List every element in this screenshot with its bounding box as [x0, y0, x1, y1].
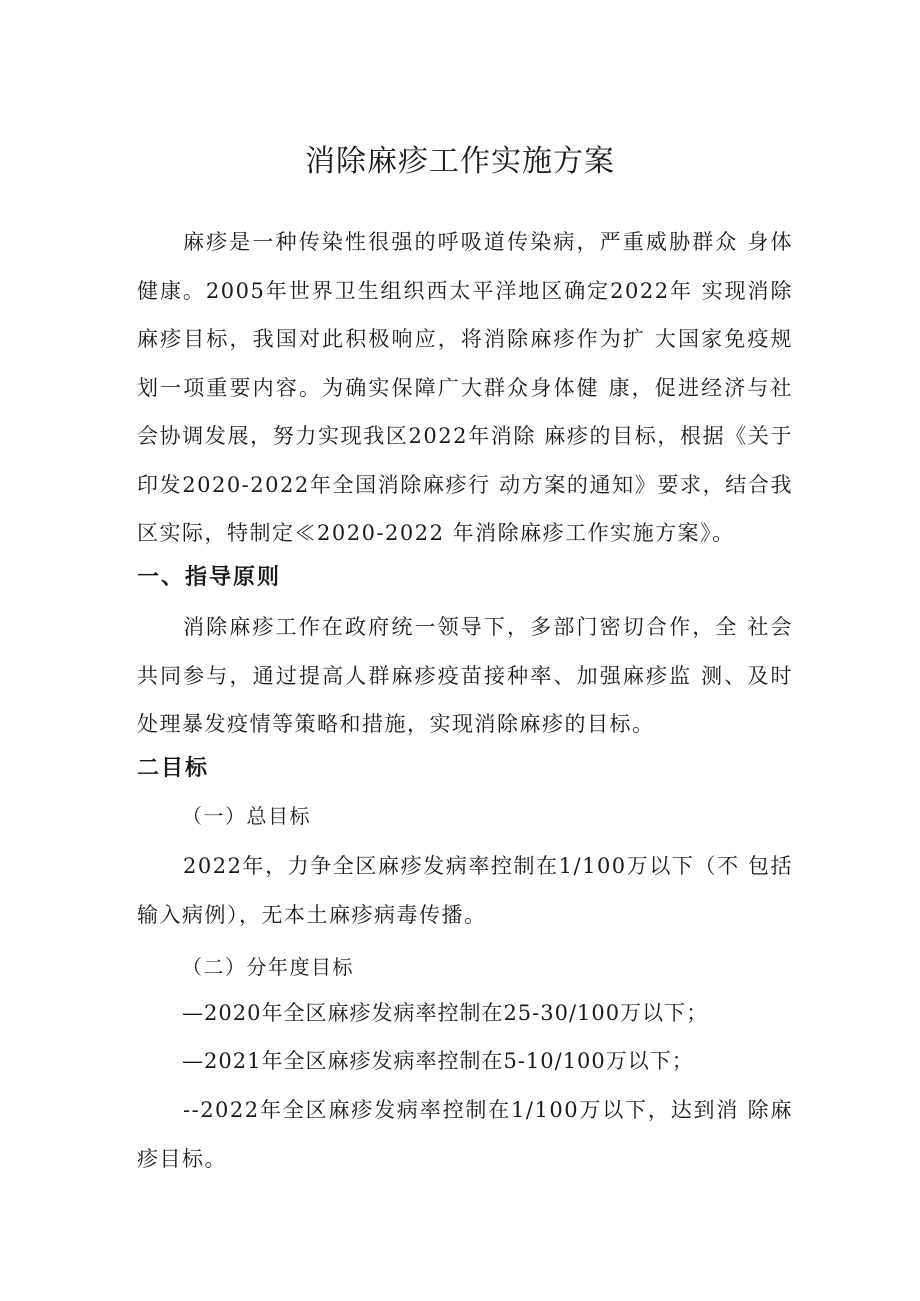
document-title: 消除麻疹工作实施方案: [305, 144, 615, 179]
section-heading-guiding-principles: 一、指导原则: [137, 565, 282, 590]
guiding-principles-paragraph: 消除麻疹工作在政府统一领导下，多部门密切合作，全 社会共同参与，通过提高人群麻疹疫苗接种率、加强麻疹监 测、及时处理暴发疫情等策略和措施，实现消除麻疹的目标。: [137, 615, 793, 736]
subheading-annual-goals: （二）分年度目标: [182, 955, 354, 979]
section-heading-goals: 二目标: [137, 756, 210, 781]
annual-goal-2022: --2022年全区麻疹发病率控制在1/100万以下，达到消 除麻疹目标。: [137, 1098, 793, 1171]
intro-paragraph: 麻疹是一种传染性很强的呼吸道传染病，严重威胁群众 身体健康。2005年世界卫生组织西太平洋地区确定2022年 实现消除麻疹目标，我国对此积极响应，将消除麻疹作为扩 大国家免疫规划一项重要内容。为确实保障广大群众身体健 康，促进经济与社会协调发展，努力实现我区2022年消除 麻疹的目标，根据《关于印发2020-2022年全国消除麻疹行 动方案的通知》要求，结合我区实际，特制定≪2020-2022 年消除麻疹工作实施方案》。: [137, 230, 793, 545]
subheading-overall-goal: （一）总目标: [182, 804, 311, 828]
annual-goal-2021: —2021年全区麻疹发病率控制在5-10/100万以下；: [182, 1049, 694, 1073]
overall-goal-paragraph: 2022年，力争全区麻疹发病率控制在1/100万以下（不 包括输入病例），无本土麻疹病毒传播。: [137, 854, 793, 927]
annual-goal-2020: —2020年全区麻疹发病率控制在25-30/100万以下；: [182, 1001, 709, 1025]
